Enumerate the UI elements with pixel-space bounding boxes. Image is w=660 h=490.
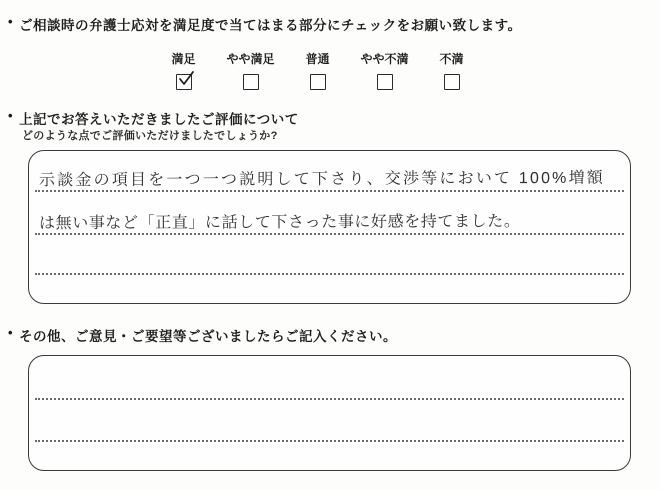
rating-label: 不満 [439,52,464,66]
rating-option-satisfied [150,50,217,90]
rating-label: やや満足 [226,52,275,66]
rating-option-somewhat-dissatisfied [351,50,418,90]
handwritten-answer-line-2: は無い事など「正直」に話して下さった事に好感を持てました。 [38,213,521,233]
evaluation-question [8,108,648,128]
checkmark-icon [177,70,197,88]
dotted-writing-line [35,273,624,275]
evaluation-answer-box[interactable] [28,150,631,304]
other-comments-box[interactable] [28,355,631,471]
rating-option-neutral [284,50,351,90]
evaluation-subquestion-text: どのような点でご評価いただけましたでしょうか? [22,130,278,142]
checkbox-somewhat-dissatisfied[interactable] [377,74,393,90]
rating-label: やや不満 [360,52,409,66]
bullet-icon: • [8,325,14,340]
evaluation-question-text: 上記でお答えいただきましたご評価について [19,112,299,127]
dotted-writing-line [35,190,624,192]
rating-label: 普通 [305,52,330,66]
dotted-writing-line [35,440,624,442]
rating-option-dissatisfied [418,50,485,90]
rating-label: 満足 [171,52,196,66]
checkbox-satisfied[interactable] [176,74,192,90]
checkbox-neutral[interactable] [310,74,326,90]
dotted-writing-line [35,398,624,400]
other-comments-question [8,325,648,345]
checkbox-dissatisfied[interactable] [444,74,460,90]
satisfaction-question-text: ご相談時の弁護士応対を満足度で当てはまる部分にチェックをお願い致します。 [19,18,522,33]
checkbox-somewhat-satisfied[interactable] [243,74,259,90]
other-comments-question-text: その他、ご意見・ご要望等ございましたらご記入ください。 [19,329,398,344]
dotted-writing-line [35,233,624,235]
bullet-icon: • [8,108,14,123]
bullet-icon: • [8,14,14,29]
satisfaction-question [8,14,648,34]
rating-options-row [150,50,485,90]
handwritten-answer-line-1: 示談金の項目を一つ一つ説明して下さり、交渉等において 100%増額 [38,169,606,190]
rating-option-somewhat-satisfied [217,50,284,90]
